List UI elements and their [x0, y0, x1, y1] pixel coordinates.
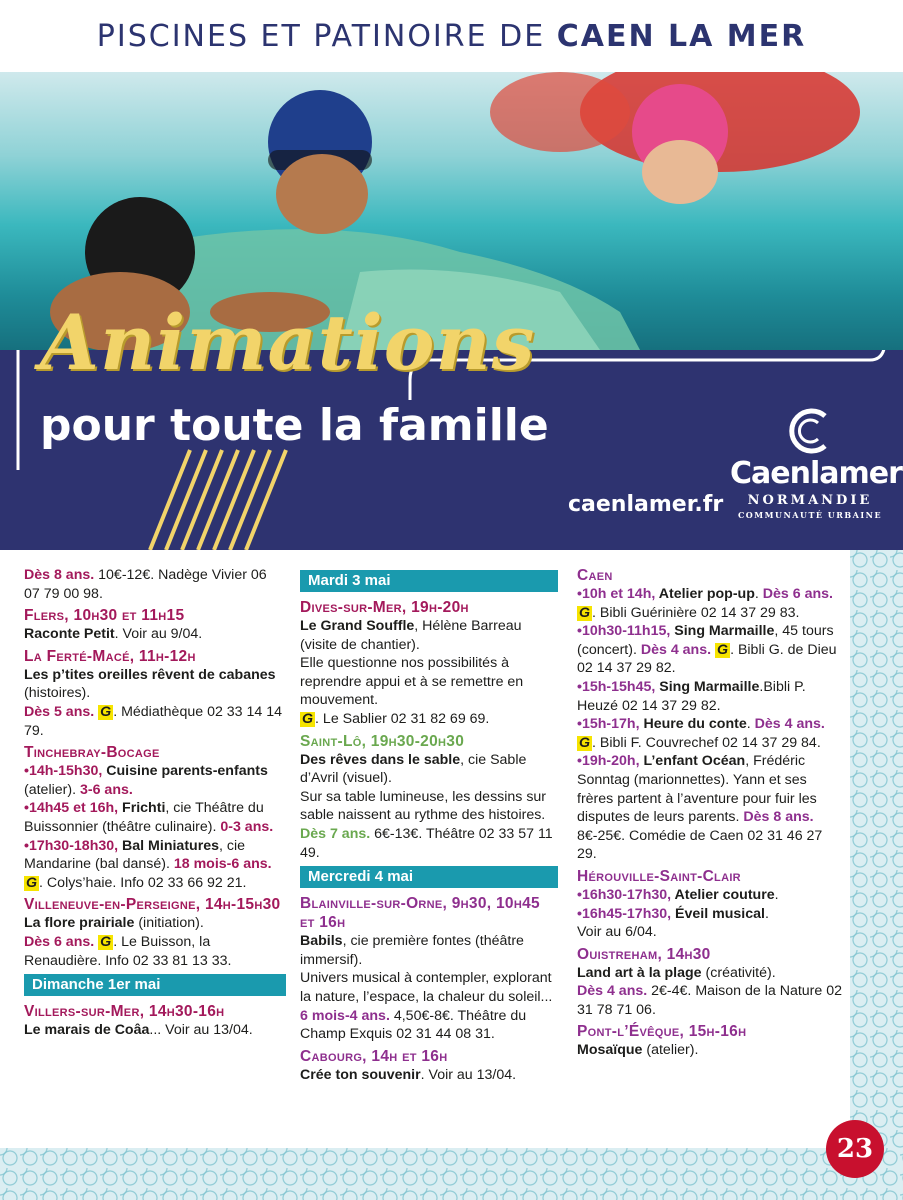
- event-description: Univers musical à contempler, explorant la nature, l’espace, la chaleur du soleil...: [300, 970, 553, 1005]
- event-venue: . Bibli Guérinière 02 14 37 29 83.: [592, 604, 800, 621]
- free-icon: G: [100, 933, 112, 950]
- event-time: •16h30-17h30,: [577, 886, 672, 903]
- event-item: [577, 905, 842, 924]
- event-entry: [577, 566, 842, 864]
- event-details: .: [764, 905, 769, 922]
- show-title: Mosaïque: [577, 1042, 643, 1059]
- header-bar: [0, 0, 903, 72]
- event-details: .: [746, 716, 755, 733]
- event-place: Pont-l’Évêque, 15h-16h: [577, 1023, 747, 1041]
- show-title: Land art à la plage: [577, 964, 702, 981]
- event-place: Saint-Lô, 19h30-20h30: [300, 732, 465, 750]
- event-venue: Voir au 6/04.: [577, 924, 657, 941]
- free-icon: G: [579, 604, 591, 621]
- show-title: Sing Marmaille: [655, 678, 760, 695]
- event-time: •10h30-11h15,: [577, 623, 671, 640]
- event-item: [577, 715, 842, 752]
- show-title: L’enfant Océan: [639, 753, 746, 770]
- show-title: Crée ton souvenir: [300, 1066, 421, 1083]
- event-details: , Frédéric Sonntag (marionnettes). Yann et ses frères partent à l’aventure pour fuir les disputes de leurs parents.: [577, 753, 817, 826]
- event-time: •15h-17h,: [577, 716, 640, 733]
- event-details: .: [774, 886, 779, 903]
- free-icon: G: [717, 641, 729, 658]
- column-3: [577, 566, 842, 1063]
- event-details: , cie Sable d’Avril (visuel).: [300, 751, 527, 787]
- show-title: Frichti: [118, 800, 166, 817]
- show-title: Babils: [300, 933, 343, 950]
- event-time: •14h45 et 16h,: [24, 800, 119, 817]
- event-details: ... Voir au 13/04.: [149, 1022, 253, 1039]
- event-time: •15h-15h45,: [577, 678, 656, 695]
- age-label: 18 mois-6 ans.: [173, 856, 272, 873]
- event-place: Tinchebray-Bocage: [24, 744, 160, 762]
- event-entry: [24, 606, 286, 644]
- show-title: La flore prairiale: [24, 915, 135, 932]
- age-label: Dès 7 ans.: [300, 825, 371, 842]
- event-venue: . Médiathèque 02 33 14 14 79.: [24, 703, 283, 739]
- show-title: Cuisine parents-enfants: [102, 763, 268, 780]
- event-entry: [577, 1022, 842, 1060]
- event-entry: [300, 894, 558, 1044]
- event-time: •16h45-17h30,: [577, 905, 672, 922]
- event-details: , cie Théâtre du Buissonnier (théâtre culinaire).: [24, 800, 264, 835]
- event-entry: [24, 743, 286, 892]
- event-details: 10€-12€. Nadège Vivier 06 07 79 00 98.: [24, 567, 267, 602]
- event-details: (créativité).: [701, 964, 776, 981]
- event-description: Sur sa table lumineuse, les dessins sur sable naissent au rythme des histoires.: [300, 788, 547, 824]
- show-title: Sing Marmaille: [670, 623, 775, 640]
- logo-subtitle: COMMUNAUTÉ URBAINE: [737, 510, 883, 520]
- event-item: [577, 678, 842, 715]
- event-entry: [300, 732, 558, 863]
- event-entry: [24, 1002, 286, 1040]
- age-label: Dès 8 ans.: [743, 809, 814, 826]
- banner-subtitle: pour toute la famille: [40, 400, 549, 451]
- logo-region: NORMANDIE: [747, 493, 873, 508]
- page-header-title: [97, 19, 806, 54]
- event-details: (atelier).: [642, 1042, 699, 1059]
- event-entry: [577, 867, 842, 942]
- day-header: Mardi 3 mai: [300, 570, 558, 592]
- event-details: (initiation).: [134, 915, 204, 932]
- event-place: Villeneuve-en-Perseigne, 14h-15h30: [24, 896, 281, 914]
- free-icon: G: [579, 734, 591, 751]
- age-label: Dès 8 ans.: [24, 567, 95, 583]
- event-place: Cabourg, 14h et 16h: [300, 1047, 448, 1065]
- event-entry: [300, 598, 558, 729]
- event-venue: . Le Sablier 02 31 82 69 69.: [315, 710, 490, 727]
- event-venue: 6€-13€. Théâtre 02 33 57 11 49.: [300, 825, 553, 861]
- event-place: Flers, 10h30 et 11h15: [24, 607, 185, 625]
- event-description: Elle questionne nos possibilités à reprendre appui et à se remettre en mouvement.: [300, 655, 524, 709]
- banner-title: Animations: [40, 298, 536, 387]
- event-venue: . Colys’haie. Info 02 33 66 92 21.: [39, 874, 247, 891]
- website-url[interactable]: caenlamer.fr: [568, 492, 724, 517]
- event-place: Ouistreham, 14h30: [577, 945, 711, 963]
- free-icon: G: [26, 874, 38, 891]
- decorative-pattern-right: [850, 550, 903, 1200]
- age-label: Dès 6 ans.: [24, 933, 95, 950]
- logo-name: Caenlamer: [730, 456, 902, 491]
- event-place: Dives-sur-Mer, 19h-20h: [300, 599, 469, 616]
- event-place: Blainville-sur-Orne, 9h30, 10h45 et 16h: [300, 895, 540, 932]
- age-label: Dès 4 ans.: [754, 716, 825, 733]
- caenlamer-logo: [730, 406, 902, 526]
- age-label: Dès 5 ans.: [24, 703, 95, 720]
- event-time: •17h30-18h30,: [24, 837, 119, 854]
- show-title: Heure du conte: [639, 716, 747, 733]
- event-place: Villers-sur-Mer, 14h30-16h: [24, 1003, 225, 1021]
- event-time: •10h et 14h,: [577, 586, 656, 602]
- event-details: , cie première fontes (théâtre immersif).: [300, 933, 524, 968]
- age-label: 3-6 ans.: [79, 781, 133, 798]
- event-item: [24, 799, 286, 836]
- event-venue: . Bibli F. Couvrechef 02 14 37 29 84.: [592, 734, 821, 751]
- event-place: La Ferté-Macé, 11h-12h: [24, 647, 196, 665]
- event-details: (atelier).: [24, 781, 80, 798]
- decorative-pattern-bottom: [0, 1148, 903, 1200]
- column-2: [300, 566, 558, 1087]
- show-title: Éveil musical: [671, 905, 765, 922]
- event-venue: 8€-25€. Comédie de Caen 02 31 46 27 29.: [577, 827, 823, 863]
- event-details: , cie Mandarine (bal dansé).: [24, 837, 246, 873]
- age-label: Dès 4 ans.: [640, 641, 712, 658]
- event-place: Hérouville-Saint-Clair: [577, 867, 741, 885]
- column-1: [24, 566, 286, 1043]
- event-item: [577, 585, 842, 622]
- event-time: •14h-15h30,: [24, 763, 103, 780]
- show-title: Atelier pop-up: [655, 586, 755, 602]
- event-details: , 45 tours (concert).: [577, 623, 834, 658]
- event-item: [577, 886, 842, 905]
- event-entry: [577, 945, 842, 1020]
- age-label: 6 mois-4 ans.: [300, 1007, 390, 1024]
- show-title: Le marais de Coâa: [24, 1022, 150, 1039]
- event-details: (histoires).: [24, 685, 91, 702]
- show-title: Atelier couture: [671, 886, 775, 903]
- free-icon: G: [302, 710, 314, 727]
- event-venue: . Le Buisson, la Renaudière. Info 02 33 81 13 33.: [24, 933, 232, 969]
- page-number: 23: [826, 1120, 884, 1178]
- day-header: Mercredi 4 mai: [300, 866, 558, 888]
- logo-swirl-icon: [780, 406, 840, 456]
- header-title-plain: PISCINES ET PATINOIRE DE: [96, 18, 546, 54]
- event-details: . Voir au 13/04.: [420, 1066, 517, 1083]
- event-entry: [24, 647, 286, 740]
- event-venue: . Bibli G. de Dieu 02 14 37 29 82.: [577, 641, 837, 677]
- event-entry: [300, 1047, 558, 1085]
- free-icon: G: [100, 703, 112, 720]
- event-item: [577, 752, 842, 864]
- show-title: Des rêves dans le sable: [300, 751, 461, 768]
- event-item: [577, 622, 842, 678]
- event-venue: 4,50€-8€. Théâtre du Champ Exquis 02 31 44 08 31.: [300, 1007, 527, 1043]
- event-entry: [24, 895, 286, 970]
- show-title: Bal Miniatures: [118, 837, 220, 854]
- event-details: . Voir au 9/04.: [114, 626, 203, 643]
- event-place: Caen: [577, 567, 613, 584]
- age-label: 0-3 ans.: [220, 818, 274, 835]
- event-time: •19h-20h,: [577, 753, 640, 770]
- event-entry: [24, 566, 286, 603]
- event-details: .: [754, 586, 759, 602]
- day-header: Dimanche 1er mai: [24, 974, 286, 996]
- event-venue: 2€-4€. Maison de la Nature 02 31 78 71 06.: [577, 983, 843, 1018]
- show-title: Les p’tites oreilles rêvent de cabanes: [24, 666, 276, 683]
- event-details: .Bibli P. Heuzé 02 14 37 29 82.: [577, 678, 806, 714]
- age-label: Dès 6 ans.: [762, 586, 833, 602]
- header-title-bold: CAEN LA MER: [556, 18, 807, 54]
- show-title: Raconte Petit: [24, 626, 115, 643]
- age-label: Dès 4 ans.: [577, 983, 648, 1000]
- event-item: [24, 837, 286, 874]
- event-item: [24, 762, 286, 799]
- event-details: , Hélène Barreau (visite de chantier).: [300, 618, 522, 653]
- show-title: Le Grand Souffle: [300, 618, 415, 634]
